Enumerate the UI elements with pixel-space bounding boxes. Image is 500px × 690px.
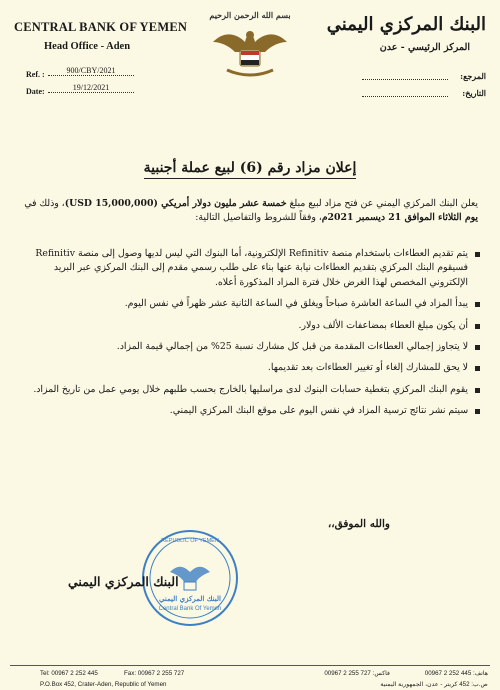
footer-divider	[10, 665, 490, 666]
basmala-text: بسم الله الرحمن الرحيم	[209, 10, 291, 20]
footer-tel-ar: هاتف: 445 252 2 00967	[424, 670, 488, 677]
ref-line-arabic	[362, 69, 448, 80]
condition-text: يقوم البنك المركزي بتغطية حسابات البنوك لدى مراسليها بالخارج بحسب طلبهم خلال يومي عمل من تاريخ المزاد.	[33, 383, 468, 395]
closing-text: والله الموفق،،	[327, 518, 390, 530]
bullet-icon	[475, 252, 480, 257]
date-value: 19/12/2021	[48, 83, 134, 93]
condition-item	[28, 361, 480, 375]
date-label: Date:	[26, 87, 45, 96]
condition-item	[28, 340, 480, 354]
ref-value: 900/CBY/2021	[48, 66, 134, 76]
intro-date: يوم الثلاثاء الموافق 21 ديسمبر 2021م	[321, 212, 478, 224]
condition-text: يتم تقديم العطاءات باستخدام منصة Refinitiv الإلكترونية، أما البنوك التي ليس لديها وصول إلى منصة Refinitiv فسيقوم البنك المركزي بتقديم العطاءات نيابة عنها بناء على طلب رسمي مقدم إلى البنك المركزي عبر البريد الإلكتروني المخصص لهذا الغرض خلال فترة المزاد المذكورة أعلاه.	[35, 248, 468, 288]
signature-block: البنك المركزي اليمني	[68, 574, 179, 589]
eagle-icon	[205, 20, 295, 82]
bullet-icon	[475, 324, 480, 329]
ref-label-arabic: المرجع:	[460, 71, 486, 81]
condition-item	[28, 319, 480, 333]
condition-text: يبدأ المزاد في الساعة العاشرة صباحاً ويغلق في الساعة الثانية عشر ظهراً في نفس اليوم.	[124, 298, 468, 310]
condition-item	[28, 297, 480, 311]
office-name-english: Head Office - Aden	[44, 41, 131, 52]
footer-fax-ar: فاكس: 727 255 2 00967	[324, 670, 390, 677]
yemen-emblem	[205, 10, 295, 85]
footer-tel-en: Tel: 00967 2 252 445	[40, 670, 98, 677]
bullet-icon	[475, 409, 480, 414]
condition-item	[28, 383, 480, 397]
notice-title	[0, 160, 500, 176]
stamp-text-arabic: البنك المركزي اليمني	[159, 594, 221, 603]
condition-text: لا يتجاوز إجمالي العطاءات المقدمة من قبل كل مشارك نسبة 25% من إجمالي قيمة المزاد.	[116, 341, 468, 353]
intro-part2: ، وذلك في	[24, 198, 65, 209]
intro-part1: يعلن البنك المركزي اليمني عن فتح مزاد لبيع مبلغ	[286, 198, 478, 209]
intro-amount: خمسة عشر مليون دولار أمريكي (15,000,000 USD)	[64, 198, 287, 209]
condition-item	[28, 247, 480, 290]
condition-item	[28, 404, 480, 418]
stamp-republic-text: REPUBLIC OF YEMEN	[161, 538, 219, 544]
bank-name-english: CENTRAL BANK OF YEMEN	[14, 20, 188, 34]
notice-title-text: إعلان مزاد رقم (6) لبيع عملة أجنبية	[144, 160, 357, 179]
bullet-icon	[475, 366, 480, 371]
office-name-arabic: المركز الرئيسي - عدن	[379, 42, 470, 53]
notice-intro	[22, 197, 478, 226]
stamp-text-english: Central Bank Of Yemen	[158, 606, 222, 612]
bullet-icon	[475, 302, 480, 307]
date-label-arabic: التاريخ:	[462, 88, 486, 98]
condition-text: أن يكون مبلغ العطاء بمضاعفات الألف دولار.	[298, 319, 468, 331]
date-line-arabic	[362, 86, 448, 97]
bullet-icon	[475, 345, 480, 350]
footer-fax-en: Fax: 00967 2 255 727	[124, 670, 185, 677]
ref-label: Ref. :	[26, 70, 45, 79]
condition-text: سيتم نشر نتائج ترسية المزاد في نفس اليوم على موقع البنك المركزي اليمني.	[169, 405, 468, 417]
footer-address-ar: ص.ب: 452 كريتر - عدن، الجمهورية اليمنية	[380, 681, 488, 688]
intro-part3: ، وفقاً للشروط والتفاصيل التالية:	[195, 212, 322, 224]
bank-name-arabic: البنك المركزي اليمني	[326, 14, 486, 35]
conditions-list	[28, 247, 480, 426]
condition-text: لا يحق للمشارك إلغاء أو تغيير العطاءات بعد تقديمها.	[267, 362, 468, 374]
bullet-icon	[475, 388, 480, 393]
footer-address-en: P.O.Box 452, Crater-Aden, Republic of Yemen	[40, 681, 167, 688]
